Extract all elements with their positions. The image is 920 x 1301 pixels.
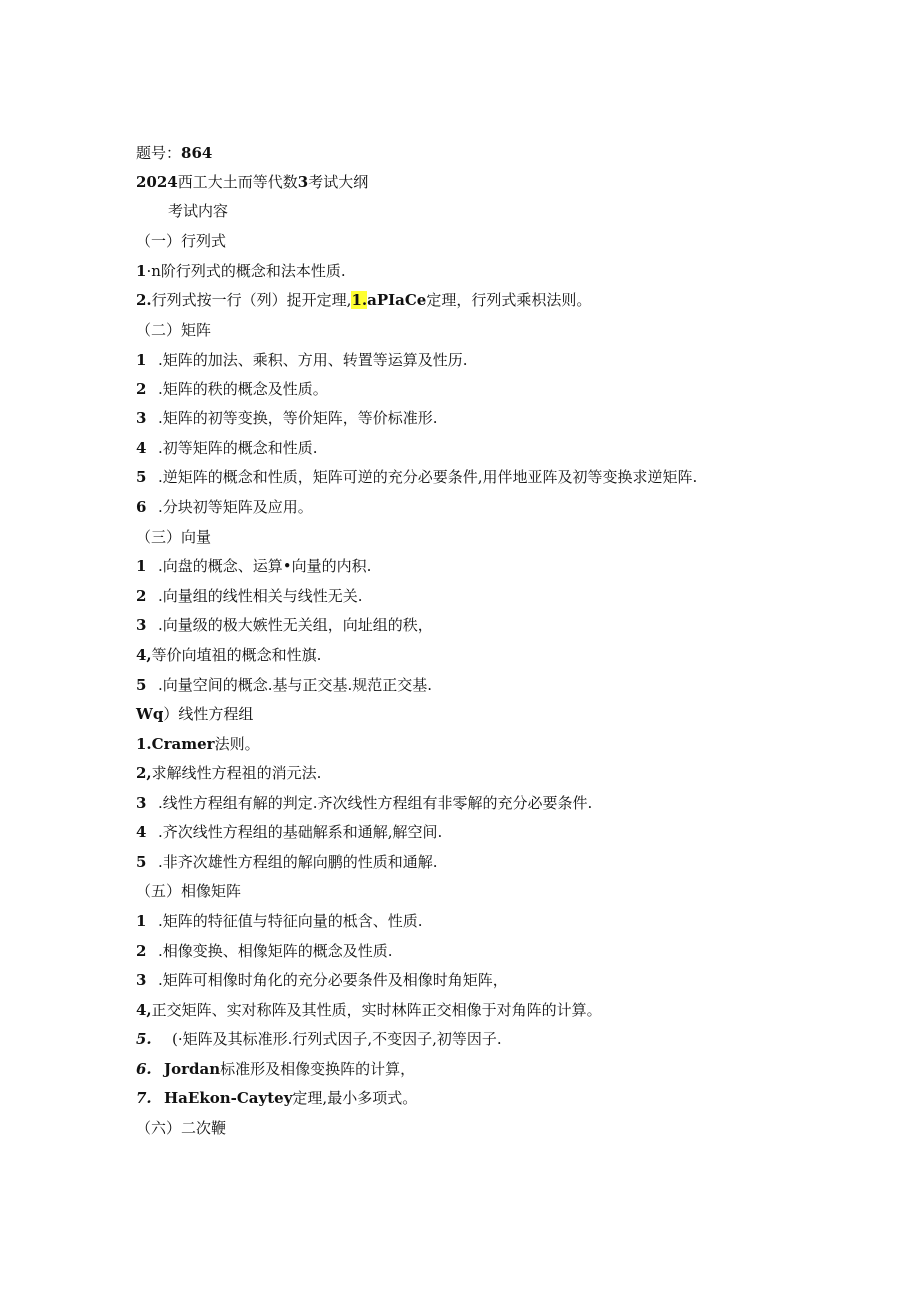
list-item [136, 1000, 602, 1020]
item-text: .矩阵的秩的概念及性质。 [158, 380, 328, 398]
item-text: .矩阵的初等变换，等价矩阵，等价标准形. [158, 409, 438, 427]
item-text: .相像变换、相像矩阵的概念及性质. [158, 942, 393, 960]
list-item [136, 1029, 502, 1049]
heading-similar-matrices: （五）相像矩阵 [136, 882, 242, 900]
list-item [136, 438, 318, 458]
item-number: 3 [136, 409, 147, 427]
item-number: 2 [136, 942, 147, 960]
heading-determinants: （一）行列式 [136, 232, 227, 250]
list-item [136, 852, 438, 872]
item-number: 3 [136, 971, 147, 989]
heading-vectors: （三）向量 [136, 528, 212, 546]
item-latin: aPIaCe [367, 291, 427, 309]
item-number: 3 [136, 616, 147, 634]
list-item [136, 970, 508, 990]
item-number: 6 [136, 498, 147, 516]
item-text: .逆矩阵的概念和性质，矩阵可逆的充分必要条件,用伴地亚阵及初等变换求逆矩阵. [158, 468, 698, 486]
list-item [136, 350, 468, 370]
list-item [136, 615, 433, 635]
item-text: .齐次线性方程组的基础解系和通解,解空间. [158, 823, 443, 841]
item-text: .向量级的极大嫉性无关组，向址组的秩， [158, 616, 433, 634]
heading-matrices: （二）矩阵 [136, 321, 212, 339]
item-number: 2 [136, 587, 147, 605]
list-item [136, 822, 442, 842]
list-item [136, 675, 432, 695]
item-text: .向量组的线性相关与线性无关. [158, 587, 363, 605]
item-text: 标准形及相像变换阵的计算， [220, 1060, 416, 1078]
title-year: 2024 [136, 173, 178, 191]
item-text: .线性方程组有解的判定.齐次线性方程组有非零解的充分必要条件. [158, 794, 593, 812]
section-heading: 考试内容 [168, 202, 229, 220]
list-item [136, 763, 321, 783]
list-item [136, 497, 313, 517]
item-text: 正交矩阵、实对称阵及其性质，实时林阵正交相像于对角阵的计算。 [151, 1001, 602, 1019]
list-item [136, 379, 328, 399]
document-title [136, 172, 368, 192]
item-number: 4, [136, 646, 152, 664]
highlighted-text: 1. [351, 291, 368, 309]
list-item [136, 941, 393, 961]
exam-code [136, 143, 212, 163]
item-latin: Cramer [151, 735, 215, 753]
item-text: (·矩阵及其标准形.行列式因子,不变因子,初等因子. [172, 1030, 502, 1048]
item-number: 5 [136, 853, 147, 871]
heading-text: ）线性方程组 [163, 705, 254, 723]
item-n: n [151, 262, 161, 280]
heading-linear-systems [136, 704, 253, 724]
item-text: .矩阵可相像时角化的充分必要条件及相像时角矩阵， [158, 971, 508, 989]
item-number: 3 [136, 794, 147, 812]
item-number: 5 [136, 468, 147, 486]
item-number: 2, [136, 764, 152, 782]
item-text: .非齐次雄性方程组的解向鹏的性质和通解. [158, 853, 438, 871]
item-sep: · [146, 262, 152, 280]
item-number: 2. [136, 291, 152, 309]
item-text: .矩阵的特征值与特征向量的柢含、性质. [158, 912, 423, 930]
list-item [136, 911, 423, 931]
item-number: 4 [136, 439, 147, 457]
list-item [136, 1088, 417, 1108]
item-text: .初等矩阵的概念和性质. [158, 439, 318, 457]
item-text: 等价向埴祖的概念和性旗. [151, 646, 322, 664]
item-number: 4 [136, 823, 147, 841]
list-item [136, 556, 371, 576]
item-number: 7. [136, 1089, 152, 1107]
item-text: .向盘的概念、运算•向量的内积. [158, 557, 372, 575]
exam-code-label: 题号： [136, 144, 182, 162]
item-text: .矩阵的加法、乘积、方用、转置等运算及性历. [158, 351, 468, 369]
heading-prefix: Wq [136, 705, 164, 723]
item-latin: HaEkon-Caytey [164, 1089, 293, 1107]
item-text: 阶行列式的概念和法本性质. [160, 262, 346, 280]
list-item [136, 408, 438, 428]
title-text-b: 考试大纲 [308, 173, 369, 191]
item-number: 6. [136, 1060, 152, 1078]
title-num: 3 [297, 173, 309, 191]
item-latin: Jordan [164, 1060, 221, 1078]
item-text: 法则。 [214, 735, 260, 753]
exam-code-value: 864 [181, 144, 213, 162]
item-number: 4, [136, 1001, 152, 1019]
list-item [136, 793, 592, 813]
item-number: 1 [136, 557, 147, 575]
item-text: 求解线性方程祖的消元法. [151, 764, 322, 782]
item-number: 1 [136, 351, 147, 369]
item-number: 2 [136, 380, 147, 398]
list-item [136, 1059, 415, 1079]
list-item [136, 467, 697, 487]
list-item [136, 734, 260, 754]
item-text: 行列式按一行（列）捉开定理, [151, 291, 352, 309]
item-number: 1. [136, 735, 152, 753]
item-number: 1 [136, 912, 147, 930]
item-number: 5 [136, 676, 147, 694]
heading-quadratic-forms: （六）二次鞭 [136, 1119, 227, 1137]
item-text: .分块初等矩阵及应用。 [158, 498, 313, 516]
title-text-a: 西工大土而等代数 [177, 173, 298, 191]
item-text: 定理,最小多项式。 [292, 1089, 418, 1107]
item-number: 1 [136, 262, 147, 280]
list-item [136, 645, 321, 665]
list-item [136, 290, 591, 310]
item-number: 5. [136, 1030, 152, 1048]
item-text: .向量空间的概念.基与正交基.规范正交基. [158, 676, 433, 694]
list-item [136, 261, 346, 281]
list-item [136, 586, 363, 606]
item-text: 定理，行列式乘枳法则。 [426, 291, 592, 309]
